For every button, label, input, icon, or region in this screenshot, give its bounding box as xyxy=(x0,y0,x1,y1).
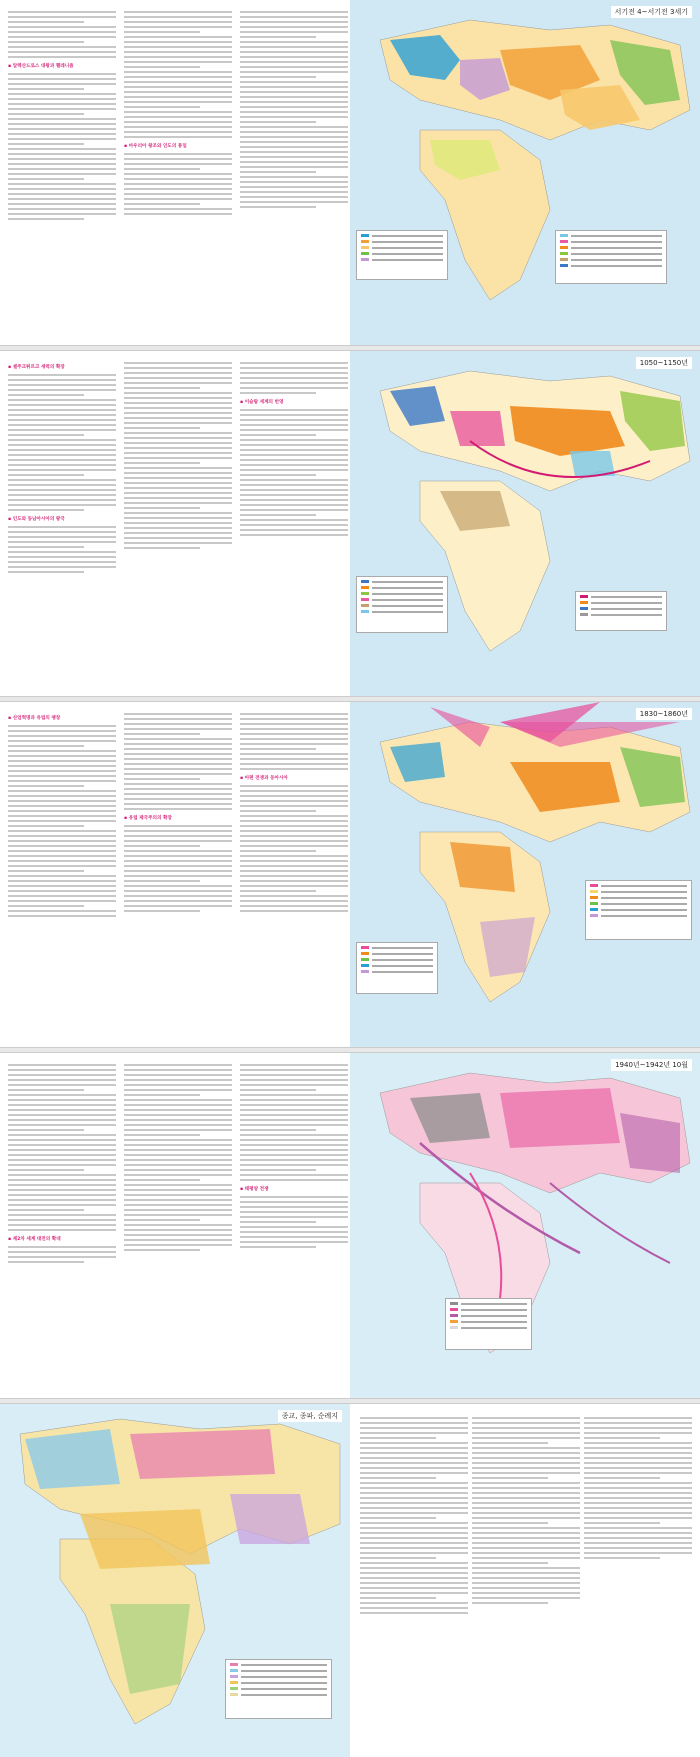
world-map xyxy=(350,0,700,345)
religion-region xyxy=(230,1494,310,1544)
map-legend xyxy=(356,942,438,994)
text-column xyxy=(124,1061,232,1383)
text-column xyxy=(8,1061,116,1383)
map-page-4 xyxy=(350,1053,700,1398)
text-column xyxy=(124,359,232,681)
map-legend xyxy=(555,230,667,284)
world-map xyxy=(350,702,700,1047)
religion-region xyxy=(80,1509,210,1569)
map-title: 서기전 4~서기전 3세기 xyxy=(611,6,692,18)
map-legend xyxy=(356,576,448,633)
world-map xyxy=(350,351,700,696)
map-page-1 xyxy=(350,0,700,345)
text-page-5 xyxy=(350,1404,700,1757)
text-column xyxy=(240,710,348,1032)
spread-1 xyxy=(0,0,700,345)
text-column xyxy=(472,1414,580,1744)
text-column xyxy=(584,1414,692,1744)
section-heading: ▪ 태평양 전쟁 xyxy=(240,1187,269,1192)
section-heading: ▪ 마우리아 왕조와 인도의 통일 xyxy=(124,144,187,149)
section-heading: ▪ 알렉산드로스 대왕과 헬레니즘 xyxy=(8,64,74,69)
map-title: 1830~1860년 xyxy=(636,708,692,720)
section-heading: ▪ 이슬람 세계의 번영 xyxy=(240,400,284,405)
page-footer xyxy=(8,1036,17,1041)
religion-region xyxy=(25,1429,120,1489)
page-footer xyxy=(8,334,17,339)
map-title: 1940년~1942년 10월 xyxy=(611,1059,692,1071)
map-title: 1050~1150년 xyxy=(636,357,692,369)
text-page-1 xyxy=(0,0,350,345)
text-column xyxy=(360,1414,468,1744)
map-page-5 xyxy=(0,1404,350,1757)
section-heading: ▪ 인도와 동남아시아의 왕국 xyxy=(8,517,65,522)
text-page-2 xyxy=(0,351,350,696)
religion-region xyxy=(130,1429,275,1479)
map-page-2 xyxy=(350,351,700,696)
spread-4 xyxy=(0,1053,700,1398)
map-legend xyxy=(585,880,692,940)
spread-2 xyxy=(0,351,700,696)
text-page-3 xyxy=(0,702,350,1047)
map-legend xyxy=(575,591,667,631)
text-column xyxy=(240,8,348,330)
text-column xyxy=(240,359,348,681)
text-page-4 xyxy=(0,1053,350,1398)
text-column xyxy=(8,710,116,1032)
text-column xyxy=(240,1061,348,1383)
spread-3 xyxy=(0,702,700,1047)
map-legend xyxy=(356,230,448,280)
page-footer xyxy=(8,1387,17,1392)
section-heading: ▪ 유럽 제국주의의 확장 xyxy=(124,816,172,821)
map-page-3 xyxy=(350,702,700,1047)
text-column xyxy=(124,710,232,1032)
section-heading: ▪ 제2차 세계 대전의 확대 xyxy=(8,1237,61,1242)
campaign-arrow xyxy=(550,1183,670,1263)
text-column xyxy=(124,8,232,330)
map-legend xyxy=(445,1298,532,1350)
text-column xyxy=(8,359,116,681)
section-heading: ▪ 아편 전쟁과 동아시아 xyxy=(240,776,288,781)
region-fill xyxy=(570,451,615,476)
spread-5 xyxy=(0,1404,700,1757)
region-fill xyxy=(500,1088,620,1148)
map-title: 종교, 종파, 순례지 xyxy=(278,1410,342,1422)
map-legend xyxy=(225,1659,332,1719)
text-column xyxy=(8,8,116,330)
region-fill xyxy=(450,842,515,892)
section-heading: ▪ 셀주크튀르크 세력의 확장 xyxy=(8,365,65,370)
section-heading: ▪ 산업혁명과 유럽의 팽창 xyxy=(8,716,61,721)
page-footer xyxy=(8,685,17,690)
